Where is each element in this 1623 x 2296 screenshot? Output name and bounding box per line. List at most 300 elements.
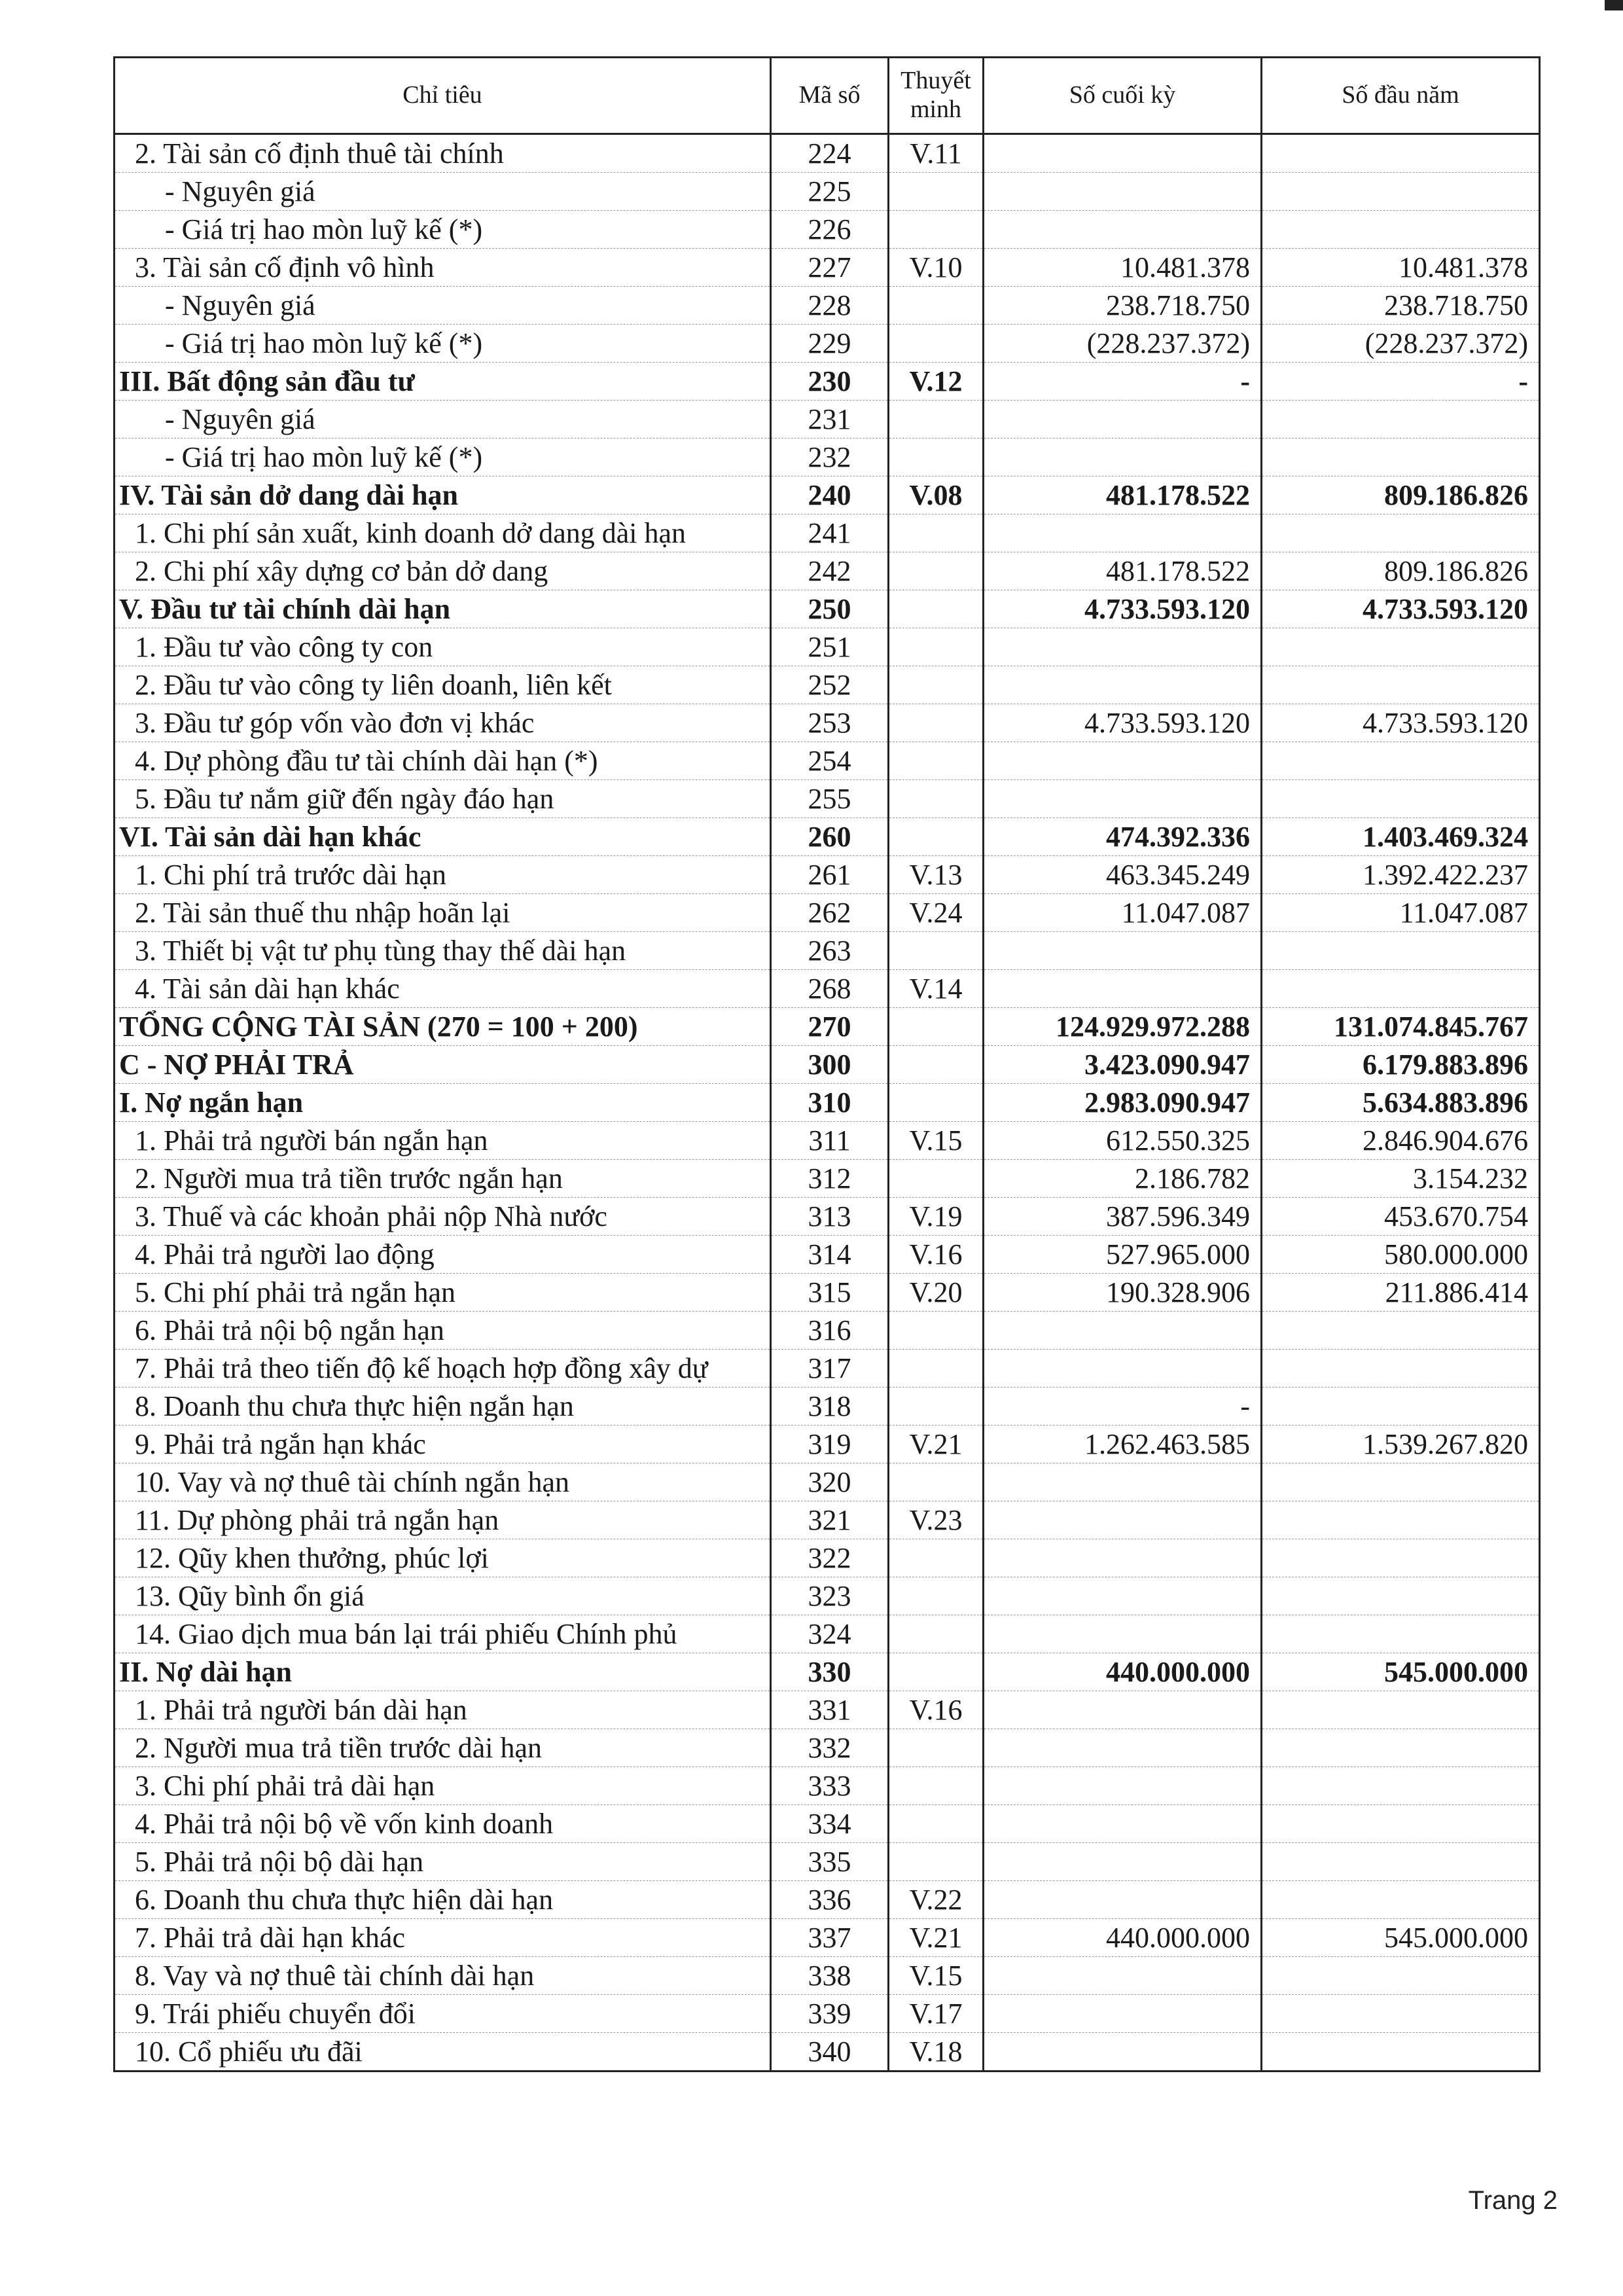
cell-so-dau-nam: 1.403.469.324 xyxy=(1262,818,1540,856)
cell-ma-so: 319 xyxy=(771,1426,889,1463)
cell-chi-tieu xyxy=(115,1615,771,1653)
cell-thuyet-minh xyxy=(889,1388,984,1426)
cell-chi-tieu xyxy=(115,211,771,249)
cell-so-dau-nam: 2.846.904.676 xyxy=(1262,1122,1540,1160)
cell-so-dau-nam: 3.154.232 xyxy=(1262,1160,1540,1198)
cell-thuyet-minh xyxy=(889,173,984,211)
cell-so-cuoi-ky xyxy=(984,1577,1262,1615)
cell-so-cuoi-ky: 440.000.000 xyxy=(984,1653,1262,1691)
cell-chi-tieu xyxy=(115,401,771,439)
header-chi-tieu: Chỉ tiêu xyxy=(115,58,771,134)
cell-ma-so: 224 xyxy=(771,134,889,173)
table-row xyxy=(115,476,1540,514)
cell-chi-tieu xyxy=(115,1274,771,1312)
cell-chi-tieu xyxy=(115,932,771,970)
cell-so-dau-nam xyxy=(1262,173,1540,211)
header-ma-so: Mã số xyxy=(771,58,889,134)
cell-so-dau-nam: 545.000.000 xyxy=(1262,1653,1540,1691)
cell-thuyet-minh: V.19 xyxy=(889,1198,984,1236)
header-so-cuoi-ky: Số cuối kỳ xyxy=(984,58,1262,134)
cell-thuyet-minh xyxy=(889,287,984,325)
cell-so-dau-nam xyxy=(1262,628,1540,666)
cell-thuyet-minh xyxy=(889,1539,984,1577)
cell-ma-so: 334 xyxy=(771,1805,889,1843)
row-label: 7. Phải trả theo tiến độ kế hoạch hợp đồng xây dự xyxy=(135,1352,708,1384)
cell-thuyet-minh xyxy=(889,590,984,628)
cell-chi-tieu xyxy=(115,325,771,363)
cell-ma-so: 270 xyxy=(771,1008,889,1046)
cell-ma-so: 252 xyxy=(771,666,889,704)
cell-chi-tieu xyxy=(115,590,771,628)
cell-so-cuoi-ky xyxy=(984,1312,1262,1350)
cell-thuyet-minh xyxy=(889,1729,984,1767)
row-label: - Giá trị hao mòn luỹ kế (*) xyxy=(165,441,483,473)
table-row xyxy=(115,1463,1540,1501)
table-row xyxy=(115,401,1540,439)
row-label: - Nguyên giá xyxy=(165,289,315,321)
cell-so-cuoi-ky: 190.328.906 xyxy=(984,1274,1262,1312)
table-row xyxy=(115,514,1540,552)
row-label: 3. Chi phí phải trả dài hạn xyxy=(135,1770,435,1802)
table-row xyxy=(115,1653,1540,1691)
table-row xyxy=(115,1426,1540,1463)
cell-so-dau-nam xyxy=(1262,780,1540,818)
cell-ma-so: 254 xyxy=(771,742,889,780)
cell-so-dau-nam: 11.047.087 xyxy=(1262,894,1540,932)
cell-so-cuoi-ky: 440.000.000 xyxy=(984,1919,1262,1957)
cell-chi-tieu xyxy=(115,1388,771,1426)
cell-so-dau-nam xyxy=(1262,134,1540,173)
cell-so-cuoi-ky: 481.178.522 xyxy=(984,552,1262,590)
cell-thuyet-minh xyxy=(889,211,984,249)
row-label: 3. Tài sản cố định vô hình xyxy=(135,251,435,283)
cell-ma-so: 311 xyxy=(771,1122,889,1160)
table-row xyxy=(115,856,1540,894)
cell-chi-tieu xyxy=(115,1084,771,1122)
cell-so-cuoi-ky: 10.481.378 xyxy=(984,249,1262,287)
cell-so-cuoi-ky: 3.423.090.947 xyxy=(984,1046,1262,1084)
cell-ma-so: 318 xyxy=(771,1388,889,1426)
cell-chi-tieu xyxy=(115,666,771,704)
cell-ma-so: 320 xyxy=(771,1463,889,1501)
cell-thuyet-minh: V.20 xyxy=(889,1274,984,1312)
row-label: 3. Thuế và các khoản phải nộp Nhà nước xyxy=(135,1200,607,1232)
row-label: III. Bất động sản đầu tư xyxy=(119,365,415,397)
cell-so-cuoi-ky: 11.047.087 xyxy=(984,894,1262,932)
cell-so-cuoi-ky xyxy=(984,1463,1262,1501)
cell-chi-tieu xyxy=(115,1350,771,1388)
cell-chi-tieu xyxy=(115,1767,771,1805)
table-row xyxy=(115,666,1540,704)
table-row xyxy=(115,1084,1540,1122)
cell-so-dau-nam xyxy=(1262,1388,1540,1426)
cell-so-dau-nam xyxy=(1262,1691,1540,1729)
cell-so-dau-nam: 10.481.378 xyxy=(1262,249,1540,287)
cell-ma-so: 323 xyxy=(771,1577,889,1615)
table-row xyxy=(115,1046,1540,1084)
header-thuyet-minh-label: Thuyết minh xyxy=(901,67,971,123)
cell-ma-so: 314 xyxy=(771,1236,889,1274)
cell-so-dau-nam xyxy=(1262,1957,1540,1995)
cell-chi-tieu xyxy=(115,1653,771,1691)
row-label: V. Đầu tư tài chính dài hạn xyxy=(119,593,451,625)
cell-so-dau-nam: 211.886.414 xyxy=(1262,1274,1540,1312)
cell-so-cuoi-ky xyxy=(984,514,1262,552)
scan-corner-mark xyxy=(1605,0,1623,10)
cell-thuyet-minh xyxy=(889,1312,984,1350)
cell-thuyet-minh xyxy=(889,1160,984,1198)
cell-so-cuoi-ky: - xyxy=(984,363,1262,401)
table-row xyxy=(115,894,1540,932)
cell-chi-tieu xyxy=(115,1729,771,1767)
cell-so-cuoi-ky: 1.262.463.585 xyxy=(984,1426,1262,1463)
table-row xyxy=(115,2033,1540,2072)
cell-thuyet-minh xyxy=(889,780,984,818)
cell-thuyet-minh xyxy=(889,1084,984,1122)
cell-so-dau-nam: 4.733.593.120 xyxy=(1262,590,1540,628)
cell-so-cuoi-ky: 481.178.522 xyxy=(984,476,1262,514)
row-label: TỔNG CỘNG TÀI SẢN (270 = 100 + 200) xyxy=(119,1011,638,1043)
cell-chi-tieu xyxy=(115,780,771,818)
cell-so-dau-nam xyxy=(1262,742,1540,780)
cell-so-dau-nam xyxy=(1262,1843,1540,1881)
cell-ma-so: 232 xyxy=(771,439,889,476)
table-row xyxy=(115,552,1540,590)
cell-thuyet-minh xyxy=(889,742,984,780)
cell-ma-so: 321 xyxy=(771,1501,889,1539)
cell-thuyet-minh: V.17 xyxy=(889,1995,984,2033)
cell-chi-tieu xyxy=(115,1501,771,1539)
cell-so-cuoi-ky: 238.718.750 xyxy=(984,287,1262,325)
row-label: VI. Tài sản dài hạn khác xyxy=(119,821,421,853)
table-row xyxy=(115,742,1540,780)
table-row xyxy=(115,1160,1540,1198)
table-row xyxy=(115,249,1540,287)
table-header-row xyxy=(115,58,1540,134)
cell-chi-tieu xyxy=(115,173,771,211)
cell-chi-tieu xyxy=(115,1957,771,1995)
cell-so-cuoi-ky xyxy=(984,1539,1262,1577)
cell-chi-tieu xyxy=(115,894,771,932)
cell-chi-tieu xyxy=(115,1463,771,1501)
cell-ma-so: 322 xyxy=(771,1539,889,1577)
cell-so-dau-nam: 238.718.750 xyxy=(1262,287,1540,325)
row-label: 8. Doanh thu chưa thực hiện ngắn hạn xyxy=(135,1390,574,1422)
cell-so-cuoi-ky: 2.186.782 xyxy=(984,1160,1262,1198)
cell-so-dau-nam: 5.634.883.896 xyxy=(1262,1084,1540,1122)
cell-so-cuoi-ky xyxy=(984,1691,1262,1729)
row-label: 3. Đầu tư góp vốn vào đơn vị khác xyxy=(135,707,535,739)
table-row xyxy=(115,1501,1540,1539)
cell-thuyet-minh: V.12 xyxy=(889,363,984,401)
cell-so-cuoi-ky xyxy=(984,401,1262,439)
row-label: 1. Chi phí trả trước dài hạn xyxy=(135,859,447,891)
row-label: 2. Đầu tư vào công ty liên doanh, liên kết xyxy=(135,669,612,701)
row-label: 4. Dự phòng đầu tư tài chính dài hạn (*) xyxy=(135,745,598,777)
cell-thuyet-minh xyxy=(889,666,984,704)
row-label: - Giá trị hao mòn luỹ kế (*) xyxy=(165,327,483,359)
cell-ma-so: 312 xyxy=(771,1160,889,1198)
cell-ma-so: 253 xyxy=(771,704,889,742)
row-label: 3. Thiết bị vật tư phụ tùng thay thế dài hạn xyxy=(135,935,626,967)
row-label: 4. Tài sản dài hạn khác xyxy=(135,973,400,1005)
cell-chi-tieu xyxy=(115,818,771,856)
cell-so-dau-nam: 809.186.826 xyxy=(1262,552,1540,590)
row-label: 7. Phải trả dài hạn khác xyxy=(135,1922,405,1954)
row-label: 6. Phải trả nội bộ ngắn hạn xyxy=(135,1314,444,1346)
row-label: 1. Phải trả người bán dài hạn xyxy=(135,1694,467,1726)
cell-ma-so: 268 xyxy=(771,970,889,1008)
cell-so-dau-nam xyxy=(1262,514,1540,552)
cell-ma-so: 250 xyxy=(771,590,889,628)
cell-chi-tieu xyxy=(115,1577,771,1615)
cell-so-cuoi-ky: 463.345.249 xyxy=(984,856,1262,894)
cell-so-dau-nam: 6.179.883.896 xyxy=(1262,1046,1540,1084)
cell-ma-so: 313 xyxy=(771,1198,889,1236)
table-row xyxy=(115,439,1540,476)
cell-so-cuoi-ky: 4.733.593.120 xyxy=(984,704,1262,742)
table-row xyxy=(115,173,1540,211)
cell-chi-tieu xyxy=(115,2033,771,2072)
cell-ma-so: 317 xyxy=(771,1350,889,1388)
table-row xyxy=(115,325,1540,363)
table-row xyxy=(115,287,1540,325)
cell-thuyet-minh xyxy=(889,818,984,856)
table-row xyxy=(115,1995,1540,2033)
cell-ma-so: 229 xyxy=(771,325,889,363)
cell-thuyet-minh xyxy=(889,704,984,742)
cell-chi-tieu xyxy=(115,1046,771,1084)
cell-thuyet-minh xyxy=(889,439,984,476)
cell-so-dau-nam xyxy=(1262,970,1540,1008)
cell-ma-so: 226 xyxy=(771,211,889,249)
table-row xyxy=(115,590,1540,628)
cell-thuyet-minh xyxy=(889,1577,984,1615)
cell-chi-tieu xyxy=(115,1881,771,1919)
cell-chi-tieu xyxy=(115,363,771,401)
cell-thuyet-minh: V.11 xyxy=(889,134,984,173)
cell-chi-tieu xyxy=(115,476,771,514)
cell-so-dau-nam xyxy=(1262,211,1540,249)
cell-so-cuoi-ky xyxy=(984,932,1262,970)
row-label: 4. Phải trả nội bộ về vốn kinh doanh xyxy=(135,1808,554,1840)
cell-so-cuoi-ky xyxy=(984,1350,1262,1388)
cell-ma-so: 338 xyxy=(771,1957,889,1995)
cell-chi-tieu xyxy=(115,1805,771,1843)
cell-chi-tieu xyxy=(115,856,771,894)
cell-thuyet-minh: V.21 xyxy=(889,1919,984,1957)
row-label: 2. Chi phí xây dựng cơ bản dở dang xyxy=(135,555,548,587)
cell-ma-so: 332 xyxy=(771,1729,889,1767)
cell-ma-so: 315 xyxy=(771,1274,889,1312)
cell-chi-tieu xyxy=(115,1919,771,1957)
row-label: 14. Giao dịch mua bán lại trái phiếu Chính phủ xyxy=(135,1618,677,1650)
cell-thuyet-minh: V.23 xyxy=(889,1501,984,1539)
cell-so-dau-nam: 1.539.267.820 xyxy=(1262,1426,1540,1463)
cell-thuyet-minh xyxy=(889,1767,984,1805)
row-label: - Nguyên giá xyxy=(165,403,315,435)
cell-ma-so: 336 xyxy=(771,1881,889,1919)
table-row xyxy=(115,818,1540,856)
row-label: 2. Người mua trả tiền trước dài hạn xyxy=(135,1732,543,1764)
cell-so-cuoi-ky xyxy=(984,1843,1262,1881)
cell-thuyet-minh xyxy=(889,1805,984,1843)
cell-so-dau-nam xyxy=(1262,1577,1540,1615)
cell-so-cuoi-ky xyxy=(984,134,1262,173)
cell-ma-so: 227 xyxy=(771,249,889,287)
cell-so-dau-nam xyxy=(1262,1615,1540,1653)
table-row xyxy=(115,1691,1540,1729)
row-label: 5. Chi phí phải trả ngắn hạn xyxy=(135,1276,456,1308)
cell-so-dau-nam: 580.000.000 xyxy=(1262,1236,1540,1274)
cell-thuyet-minh xyxy=(889,1653,984,1691)
table-row xyxy=(115,1122,1540,1160)
row-label: C - NỢ PHẢI TRẢ xyxy=(119,1049,354,1081)
table-row xyxy=(115,1198,1540,1236)
row-label: 2. Tài sản cố định thuê tài chính xyxy=(135,137,504,170)
table-body xyxy=(115,134,1540,2072)
cell-thuyet-minh: V.15 xyxy=(889,1122,984,1160)
table-row xyxy=(115,1312,1540,1350)
cell-ma-so: 337 xyxy=(771,1919,889,1957)
cell-chi-tieu xyxy=(115,1843,771,1881)
row-label: I. Nợ ngắn hạn xyxy=(119,1086,304,1119)
row-label: 2. Người mua trả tiền trước ngắn hạn xyxy=(135,1162,563,1194)
cell-ma-so: 255 xyxy=(771,780,889,818)
cell-so-cuoi-ky xyxy=(984,1729,1262,1767)
cell-so-dau-nam xyxy=(1262,1767,1540,1805)
cell-thuyet-minh: V.24 xyxy=(889,894,984,932)
table-row xyxy=(115,1957,1540,1995)
cell-chi-tieu xyxy=(115,1160,771,1198)
cell-ma-so: 333 xyxy=(771,1767,889,1805)
cell-chi-tieu xyxy=(115,970,771,1008)
cell-thuyet-minh: V.16 xyxy=(889,1691,984,1729)
cell-ma-so: 324 xyxy=(771,1615,889,1653)
table-row xyxy=(115,363,1540,401)
cell-ma-so: 260 xyxy=(771,818,889,856)
row-label: 8. Vay và nợ thuê tài chính dài hạn xyxy=(135,1960,535,1992)
row-label: 1. Phải trả người bán ngắn hạn xyxy=(135,1124,488,1157)
cell-chi-tieu xyxy=(115,287,771,325)
row-label: 10. Vay và nợ thuê tài chính ngắn hạn xyxy=(135,1466,569,1498)
cell-chi-tieu xyxy=(115,552,771,590)
table-row xyxy=(115,628,1540,666)
cell-thuyet-minh xyxy=(889,1008,984,1046)
row-label: II. Nợ dài hạn xyxy=(119,1656,293,1688)
row-label: 9. Phải trả ngắn hạn khác xyxy=(135,1428,426,1460)
cell-so-dau-nam: 545.000.000 xyxy=(1262,1919,1540,1957)
cell-so-dau-nam: 453.670.754 xyxy=(1262,1198,1540,1236)
cell-ma-so: 335 xyxy=(771,1843,889,1881)
cell-so-cuoi-ky xyxy=(984,1957,1262,1995)
cell-chi-tieu xyxy=(115,1426,771,1463)
cell-ma-so: 230 xyxy=(771,363,889,401)
cell-ma-so: 339 xyxy=(771,1995,889,2033)
cell-thuyet-minh xyxy=(889,1615,984,1653)
cell-so-cuoi-ky: 474.392.336 xyxy=(984,818,1262,856)
table-row xyxy=(115,1274,1540,1312)
row-label: 2. Tài sản thuế thu nhập hoãn lại xyxy=(135,897,510,929)
table-row xyxy=(115,1919,1540,1957)
cell-so-cuoi-ky: - xyxy=(984,1388,1262,1426)
cell-chi-tieu xyxy=(115,134,771,173)
cell-ma-so: 240 xyxy=(771,476,889,514)
cell-so-cuoi-ky xyxy=(984,439,1262,476)
table-row xyxy=(115,704,1540,742)
cell-chi-tieu xyxy=(115,1995,771,2033)
row-label: 12. Qũy khen thưởng, phúc lợi xyxy=(135,1542,489,1574)
cell-so-dau-nam xyxy=(1262,1805,1540,1843)
cell-ma-so: 262 xyxy=(771,894,889,932)
table-row xyxy=(115,1539,1540,1577)
row-label: 13. Qũy bình ổn giá xyxy=(135,1580,365,1612)
table-row xyxy=(115,1767,1540,1805)
cell-so-dau-nam xyxy=(1262,666,1540,704)
cell-so-cuoi-ky xyxy=(984,173,1262,211)
cell-chi-tieu xyxy=(115,1198,771,1236)
cell-so-dau-nam xyxy=(1262,401,1540,439)
cell-thuyet-minh: V.13 xyxy=(889,856,984,894)
cell-chi-tieu xyxy=(115,1008,771,1046)
cell-chi-tieu xyxy=(115,249,771,287)
row-label: 11. Dự phòng phải trả ngắn hạn xyxy=(135,1504,499,1536)
cell-so-cuoi-ky xyxy=(984,628,1262,666)
cell-ma-so: 228 xyxy=(771,287,889,325)
cell-so-cuoi-ky xyxy=(984,780,1262,818)
cell-so-cuoi-ky xyxy=(984,1881,1262,1919)
cell-so-cuoi-ky xyxy=(984,1805,1262,1843)
table-row xyxy=(115,1843,1540,1881)
cell-so-dau-nam xyxy=(1262,1539,1540,1577)
cell-chi-tieu xyxy=(115,1539,771,1577)
cell-so-dau-nam xyxy=(1262,1995,1540,2033)
cell-thuyet-minh xyxy=(889,552,984,590)
cell-chi-tieu xyxy=(115,1691,771,1729)
cell-thuyet-minh: V.08 xyxy=(889,476,984,514)
row-label: - Nguyên giá xyxy=(165,175,315,207)
table-row xyxy=(115,1881,1540,1919)
cell-thuyet-minh: V.18 xyxy=(889,2033,984,2072)
cell-ma-so: 251 xyxy=(771,628,889,666)
cell-so-dau-nam xyxy=(1262,1350,1540,1388)
cell-so-dau-nam: (228.237.372) xyxy=(1262,325,1540,363)
cell-so-cuoi-ky: 4.733.593.120 xyxy=(984,590,1262,628)
cell-chi-tieu xyxy=(115,1122,771,1160)
cell-ma-so: 225 xyxy=(771,173,889,211)
cell-so-dau-nam: 809.186.826 xyxy=(1262,476,1540,514)
cell-so-cuoi-ky: (228.237.372) xyxy=(984,325,1262,363)
cell-so-dau-nam: 131.074.845.767 xyxy=(1262,1008,1540,1046)
cell-ma-so: 300 xyxy=(771,1046,889,1084)
row-label: - Giá trị hao mòn luỹ kế (*) xyxy=(165,213,483,245)
row-label: 6. Doanh thu chưa thực hiện dài hạn xyxy=(135,1884,554,1916)
cell-thuyet-minh xyxy=(889,514,984,552)
cell-thuyet-minh: V.10 xyxy=(889,249,984,287)
cell-ma-so: 261 xyxy=(771,856,889,894)
cell-thuyet-minh xyxy=(889,1350,984,1388)
cell-so-cuoi-ky: 124.929.972.288 xyxy=(984,1008,1262,1046)
cell-thuyet-minh: V.22 xyxy=(889,1881,984,1919)
cell-so-dau-nam: 4.733.593.120 xyxy=(1262,704,1540,742)
table-row xyxy=(115,211,1540,249)
table-row xyxy=(115,1388,1540,1426)
cell-so-dau-nam xyxy=(1262,439,1540,476)
cell-so-cuoi-ky xyxy=(984,1501,1262,1539)
cell-so-cuoi-ky xyxy=(984,1767,1262,1805)
table-row xyxy=(115,1577,1540,1615)
cell-so-dau-nam xyxy=(1262,1501,1540,1539)
